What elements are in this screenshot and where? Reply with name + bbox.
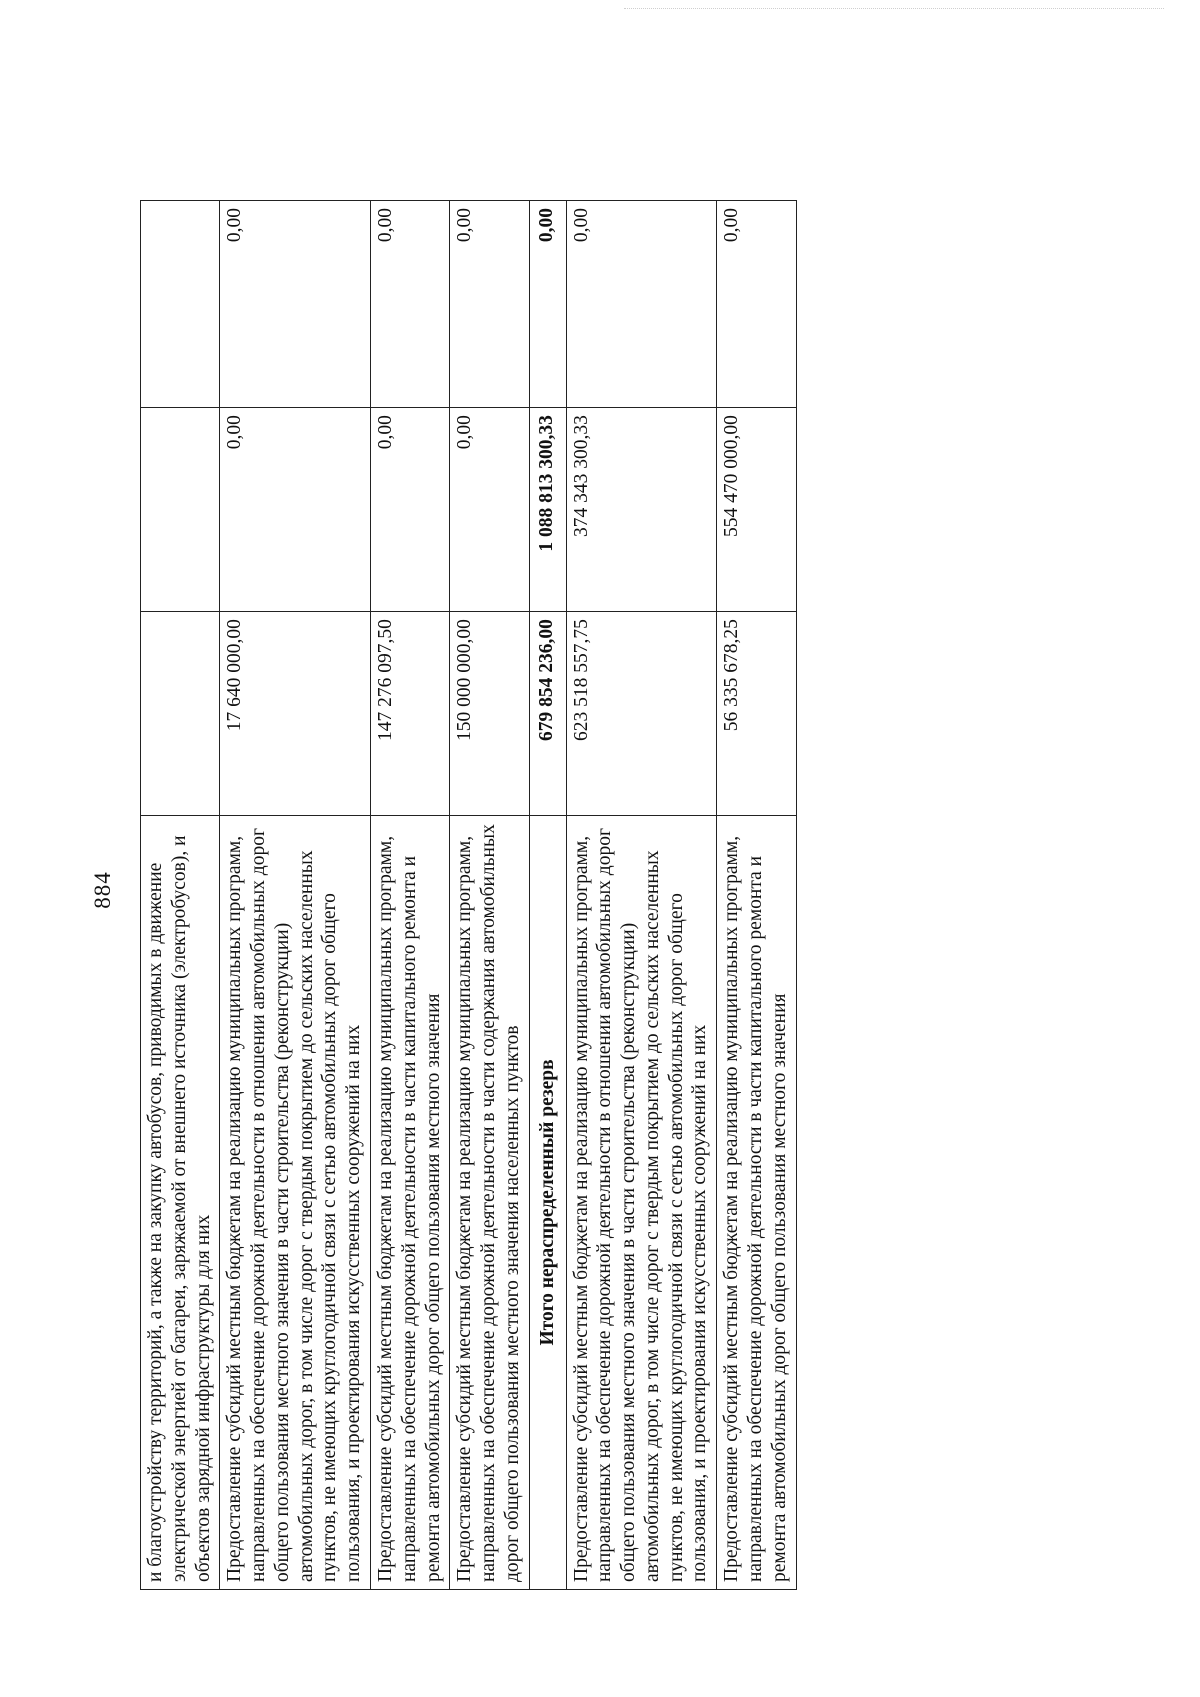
total-row xyxy=(529,201,566,1590)
table-row xyxy=(141,201,220,1590)
table-row xyxy=(220,201,371,1590)
total-col3: 0,00 xyxy=(529,201,566,408)
row-description: Предоставление субсидий местным бюджетам на реализацию муниципальных программ, направленных на обеспечение дорожной деятельности в отношении автомобильных дорог общего пользования местного значения в части строительства (реконструкции) автомобильных дорог, в том числе дорог с твердым покрытием до сельских населенных пунктов, не имеющих круглогодичной связи с сетью автомобильных дорог общего пользования, и проектирования искусственных сооружений на них xyxy=(566,815,717,1589)
amount-col1: 623 518 557,75 xyxy=(566,612,717,816)
amount-col2 xyxy=(141,408,220,612)
row-description: Предоставление субсидий местным бюджетам на реализацию муниципальных программ, направленных на обеспечение дорожной деятельности в части содержания автомобильных дорог общего пользования местного значения населенных пунктов xyxy=(450,815,529,1589)
amount-col1: 150 000 000,00 xyxy=(450,612,529,816)
total-label: Итого нераспределенный резерв xyxy=(529,815,566,1589)
amount-col1 xyxy=(141,612,220,816)
amount-col1: 17 640 000,00 xyxy=(220,612,371,816)
amount-col2: 0,00 xyxy=(450,408,529,612)
amount-col1: 147 276 097,50 xyxy=(371,612,450,816)
rotated-page xyxy=(90,10,1090,1590)
amount-col3: 0,00 xyxy=(717,201,796,408)
amount-col2: 554 470 000,00 xyxy=(717,408,796,612)
total-col2: 1 088 813 300,33 xyxy=(529,408,566,612)
table-row xyxy=(566,201,717,1590)
amount-col1: 56 335 678,25 xyxy=(717,612,796,816)
amount-col3 xyxy=(141,201,220,408)
row-description: и благоустройству территорий, а также на закупку автобусов, приводимых в движение электрической энергией от батареи, заряжаемой от внешнего источника (электробусов), и объектов зарядной инфраструктуры для них xyxy=(141,815,220,1589)
amount-col3: 0,00 xyxy=(371,201,450,408)
amount-col2: 0,00 xyxy=(371,408,450,612)
amount-col3: 0,00 xyxy=(220,201,371,408)
row-description: Предоставление субсидий местным бюджетам на реализацию муниципальных программ, направленных на обеспечение дорожной деятельности в отношении автомобильных дорог общего пользования местного значения в части строительства (реконструкции) автомобильных дорог, в том числе дорог с твердым покрытием до сельских населенных пунктов, не имеющих круглогодичной связи с сетью автомобильных дорог общего пользования, и проектирования искусственных сооружений на них xyxy=(220,815,371,1589)
budget-table xyxy=(140,200,797,1590)
amount-col2: 0,00 xyxy=(220,408,371,612)
row-description: Предоставление субсидий местным бюджетам на реализацию муниципальных программ, направленных на обеспечение дорожной деятельности в части капитального ремонта и ремонта автомобильных дорог общего пользования местного значения xyxy=(371,815,450,1589)
scan-artifact-line xyxy=(624,8,1164,9)
amount-col3: 0,00 xyxy=(450,201,529,408)
row-description: Предоставление субсидий местным бюджетам на реализацию муниципальных программ, направленных на обеспечение дорожной деятельности в части капитального ремонта и ремонта автомобильных дорог общего пользования местного значения xyxy=(717,815,796,1589)
amount-col2: 374 343 300,33 xyxy=(566,408,717,612)
table-row xyxy=(371,201,450,1590)
page-number: 884 xyxy=(90,871,115,909)
table-row xyxy=(717,201,796,1590)
total-col1: 679 854 236,00 xyxy=(529,612,566,816)
table-row xyxy=(450,201,529,1590)
amount-col3: 0,00 xyxy=(566,201,717,408)
